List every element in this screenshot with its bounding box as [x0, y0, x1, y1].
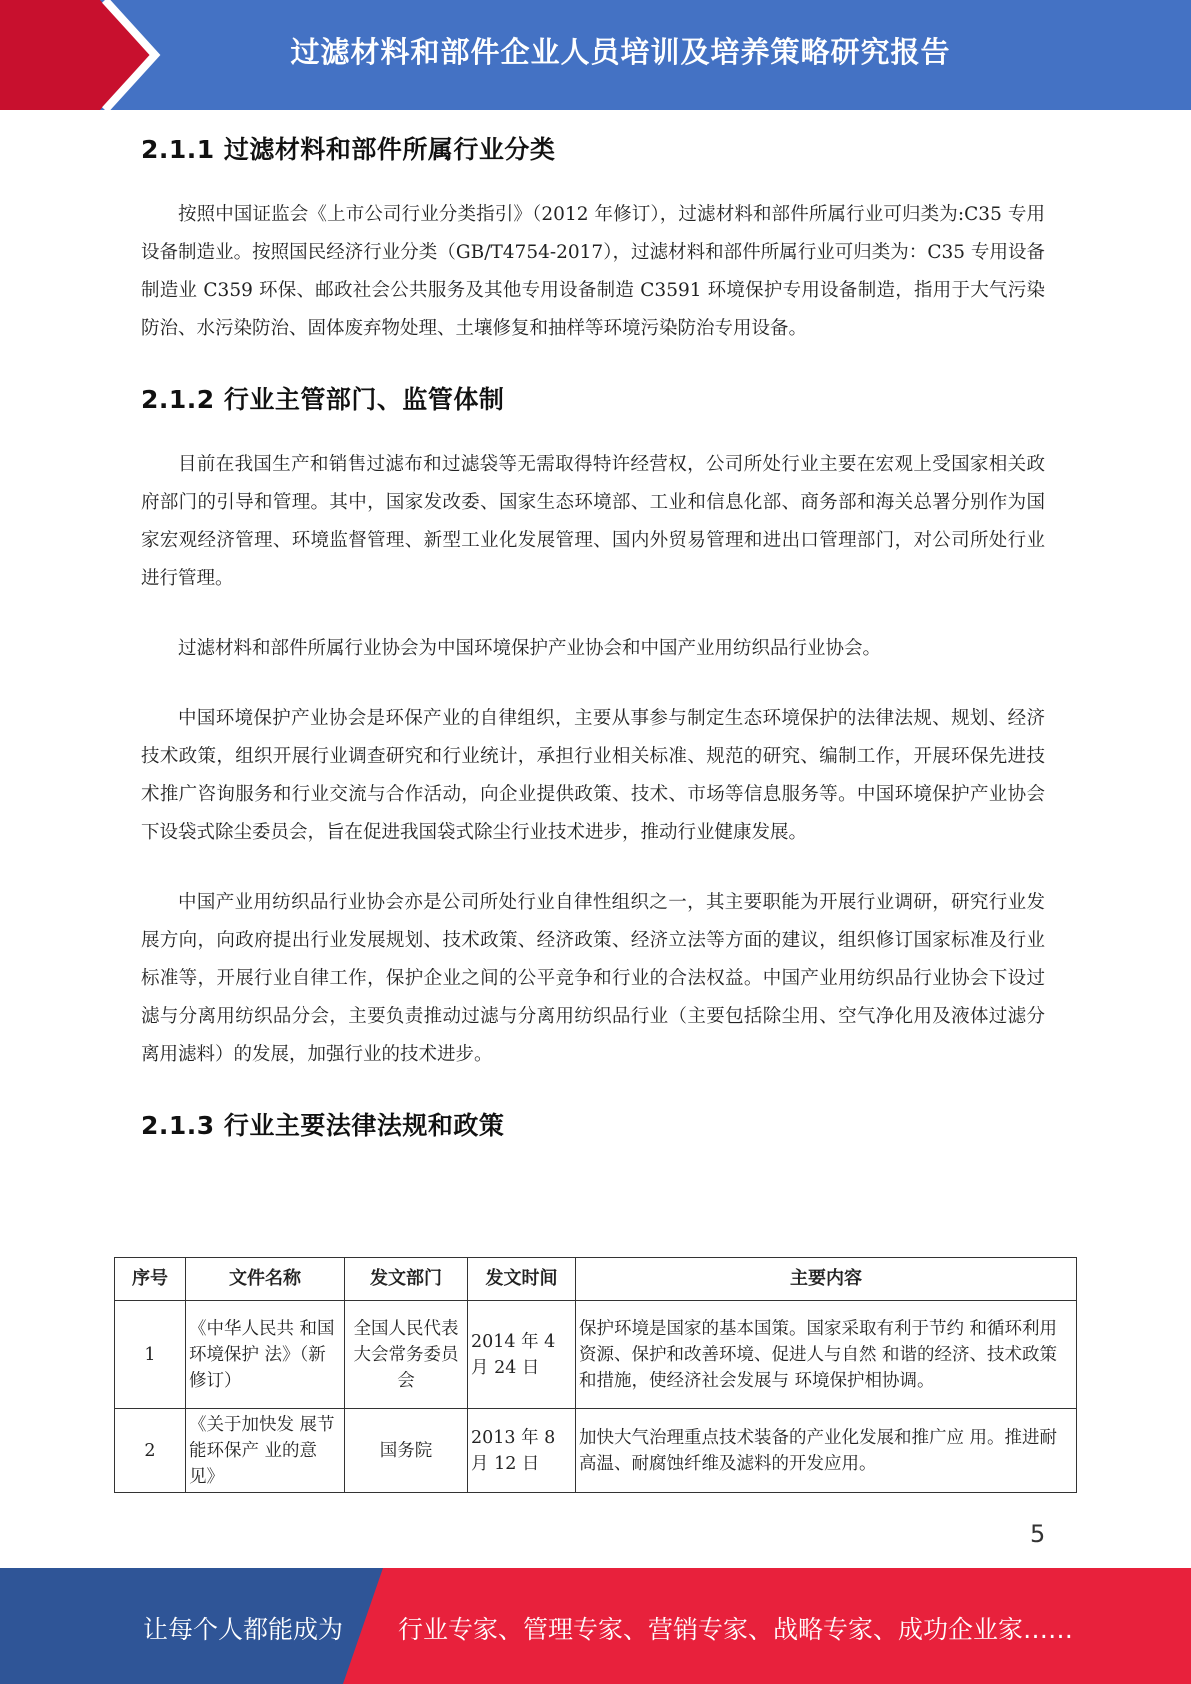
table-row [115, 1409, 1077, 1493]
section-heading-2-1-3: 2.1.3 行业主要法律法规和政策 [141, 1111, 505, 1140]
footer-slogan-left: 让每个人都能成为 [143, 1615, 344, 1644]
table-header-row [115, 1258, 1077, 1301]
paragraph: 目前在我国生产和销售过滤布和过滤袋等无需取得特许经营权，公司所处行业主要在宏观上受国家相关政府部门的引导和管理。其中，国家发改委、国家生态环境部、工业和信息化部、商务部和海关总署分别作为国家宏观经济管理、环境监督管理、新型工业化发展管理、国内外贸易管理和进出口管理部门，对公司所处行业进行管理。 [141, 454, 1045, 589]
footer-slogan-right: 行业专家、管理专家、营销专家、战略专家、成功企业家…… [398, 1615, 1074, 1644]
column-header: 主要内容 [576, 1258, 1077, 1301]
paragraph: 中国产业用纺织品行业协会亦是公司所处行业自律性组织之一，其主要职能为开展行业调研，研究行业发展方向，向政府提出行业发展规划、技术政策、经济政策、经济立法等方面的建议，组织修订国家标准及行业标准等，开展行业自律工作，保护企业之间的公平竞争和行业的合法权益。中国产业用纺织品行业协会下设过滤与分离用纺织品分会，主要负责推动过滤与分离用纺织品行业（主要包括除尘用、空气净化用及液体过滤分离用滤料）的发展，加强行业的技术进步。 [141, 892, 1045, 1065]
table-cell: 2 [115, 1409, 186, 1493]
table-row [115, 1301, 1077, 1409]
table-cell: 加快大气治理重点技术装备的产业化发展和推广应 用。推进耐高温、耐腐蚀纤维及滤料的开发应用。 [576, 1409, 1077, 1493]
section-heading-2-1-2: 2.1.2 行业主管部门、监管体制 [141, 385, 505, 414]
table-cell: 《关于加快发 展节能环保产 业的意见》 [186, 1409, 345, 1493]
page-number: 5 [1030, 1520, 1046, 1548]
table-cell: 2013 年 8 月 12 日 [468, 1409, 576, 1493]
paragraph: 按照中国证监会《上市公司行业分类指引》（2012 年修订），过滤材料和部件所属行业可归类为:C35 专用设备制造业。按照国民经济行业分类（GB/T4754-2017），过滤材料和部件所属行业可归类为：C35 专用设备制造业 C359 环保、邮政社会公共服务及其他专用设备制造 C3591 环境保护专用设备制造，指用于大气污染防治、水污染防治、固体废弃物处理、土壤修复和抽样等环境污染防治专用设备。 [141, 204, 1045, 339]
column-header: 发文部门 [345, 1258, 468, 1301]
column-header: 文件名称 [186, 1258, 345, 1301]
table-cell: 1 [115, 1301, 186, 1409]
page-footer [0, 1568, 1191, 1684]
table-cell: 2014 年 4 月 24 日 [468, 1301, 576, 1409]
paragraph: 中国环境保护产业协会是环保产业的自律组织，主要从事参与制定生态环境保护的法律法规、规划、经济技术政策，组织开展行业调查研究和行业统计，承担行业相关标准、规范的研究、编制工作，开展环保先进技术推广咨询服务和行业交流与合作活动，向企业提供政策、技术、市场等信息服务等。中国环境保护产业协会下设袋式除尘委员会，旨在促进我国袋式除尘行业技术进步，推动行业健康发展。 [141, 708, 1045, 843]
column-header: 发文时间 [468, 1258, 576, 1301]
policy-table [114, 1257, 1077, 1493]
table-cell: 保护环境是国家的基本国策。国家采取有利于节约 和循环利用资源、保护和改善环境、促进人与自然 和谐的经济、技术政策和措施，使经济社会发展与 环境保护相协调。 [576, 1301, 1077, 1409]
report-title: 过滤材料和部件企业人员培训及培养策略研究报告 [290, 35, 951, 69]
page-content [141, 130, 1045, 1142]
paragraph: 过滤材料和部件所属行业协会为中国环境保护产业协会和中国产业用纺织品行业协会。 [178, 638, 882, 659]
column-header: 序号 [115, 1258, 186, 1301]
section-heading-2-1-1: 2.1.1 过滤材料和部件所属行业分类 [141, 135, 556, 164]
page-header [0, 0, 1191, 110]
page-break-mask [100, 1494, 1100, 1524]
table-cell: 国务院 [345, 1409, 468, 1493]
table-cell: 《中华人民共 和国环境保护 法》（新修订） [186, 1301, 345, 1409]
table-cell: 全国人民代表大会常务委员会 [345, 1301, 468, 1409]
